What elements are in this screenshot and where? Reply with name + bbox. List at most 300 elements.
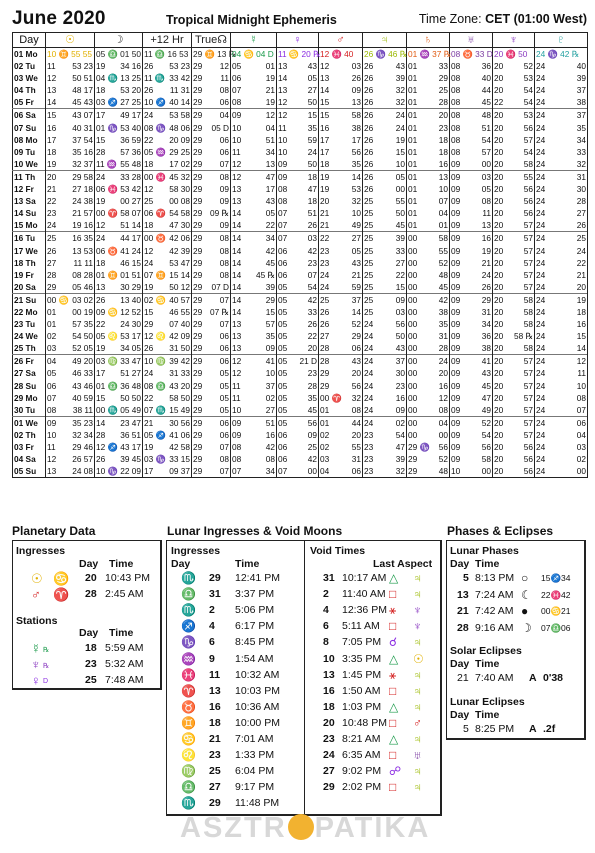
degree-value: 19 [144, 442, 154, 452]
minute-value: 34 [265, 466, 275, 477]
minute-value: 19 [481, 245, 491, 256]
minute-value: 43 [481, 368, 491, 379]
minute-value: 24 08 [72, 466, 93, 477]
degree-value: 29 [320, 368, 330, 379]
station-time: 7:48 AM [105, 674, 144, 686]
degree-value: 25 [364, 220, 374, 231]
minute-value: 31 33 [169, 368, 190, 379]
lunar-ingress-time: 10:36 AM [235, 700, 280, 713]
minute-value: 00 [307, 466, 317, 477]
minute-value: 51 [265, 417, 275, 428]
degree-value: 01 ♑ [96, 122, 118, 133]
ephem-cell [231, 429, 277, 441]
ephem-cell [363, 441, 407, 453]
minute-value: 29 [351, 331, 361, 342]
degree-value: 20 [494, 343, 504, 354]
ephem-cell [46, 281, 95, 294]
ephem-cell [535, 465, 588, 478]
minute-value: 53 20 [120, 85, 141, 96]
ephem-cell [231, 96, 277, 109]
minute-value: 30 [576, 184, 586, 195]
ephem-cell [46, 367, 95, 379]
minute-value: 03 [395, 306, 405, 317]
minute-value: 50 12 [169, 281, 190, 292]
table-row [13, 465, 588, 478]
minute-value: 57 [523, 404, 533, 415]
ephem-cell [535, 207, 588, 219]
minute-value: 07 [438, 196, 448, 207]
lunar-ingress-time: 3:37 PM [235, 588, 275, 601]
minute-value: 43 07 [72, 110, 93, 121]
degree-value: 07 ♊ [144, 269, 166, 280]
ephem-cell [535, 134, 588, 146]
minute-value: 09 37 [169, 466, 190, 477]
degree-value: 28 [320, 343, 330, 354]
minute-value: 16 [395, 392, 405, 403]
minute-value: 25 [576, 233, 586, 244]
ephem-cell [192, 60, 231, 72]
ephem-cell [143, 60, 192, 72]
degree-value: 09 [451, 257, 461, 268]
degree-value: 01 [320, 404, 330, 415]
ephem-cell [535, 195, 588, 207]
minute-value: 39 42 [169, 356, 190, 367]
ephem-cell [231, 195, 277, 207]
minute-value: 00 [438, 429, 448, 440]
ephem-cell [231, 183, 277, 195]
table-row [13, 48, 588, 61]
degree-value: 26 [96, 294, 106, 305]
phase-day: 13 [457, 588, 469, 601]
ephem-cell [363, 293, 407, 306]
table-row [13, 134, 588, 146]
ephem-cell [192, 109, 231, 122]
table-row [13, 404, 588, 417]
minute-value: 13 [351, 97, 361, 108]
lunar-ingress-day: 9 [209, 652, 215, 665]
ephem-cell [277, 96, 319, 109]
minute-value: 54 [523, 146, 533, 157]
minute-value: 58 50 [169, 392, 190, 403]
station-mark: ℞ [43, 647, 50, 654]
degree-value: 14 [232, 233, 242, 244]
ephem-cell [363, 245, 407, 257]
degree-value: 15 [96, 392, 106, 403]
degree-value: 15 [320, 97, 330, 108]
minute-value: 04 [265, 122, 275, 133]
degree-value: 09 [451, 233, 461, 244]
minute-value: 33 28 [120, 171, 141, 182]
ephem-cell [143, 72, 192, 84]
minute-value: 48 [438, 269, 448, 280]
ephem-cell [493, 465, 535, 478]
degree-value: 23 [364, 454, 374, 465]
minute-value: 44 [481, 85, 491, 96]
ephem-cell [319, 207, 363, 219]
lunar-ingress-day: 29 [209, 797, 221, 810]
day-cell: 13 Sa [13, 195, 46, 207]
minute-value: 08 [576, 392, 586, 403]
minute-value: 08 [219, 233, 229, 244]
ephem-cell [277, 416, 319, 429]
minute-value: 44 [351, 417, 361, 428]
minute-value: 43 20 [169, 380, 190, 391]
ephem-cell [363, 269, 407, 281]
void-day: 2 [323, 588, 329, 601]
ephem-cell [319, 392, 363, 404]
minute-value: 18 [438, 134, 448, 145]
degree-value: 09 [451, 454, 461, 465]
ephem-cell [231, 122, 277, 134]
degree-value: 20 [494, 257, 504, 268]
ephem-cell [192, 281, 231, 294]
aspect-glyph-icon: △ [389, 571, 399, 585]
degree-value: 25 [364, 294, 374, 305]
day-cell: 14 Su [13, 207, 46, 219]
minute-value: 52 [523, 61, 533, 72]
ephem-cell [535, 158, 588, 171]
aspect-glyph-icon: ☍ [389, 764, 402, 779]
minute-value: 50 [307, 158, 317, 169]
degree-value: 29 [193, 269, 203, 280]
day-cell: 05 Su [13, 465, 46, 478]
degree-value: 06 [232, 73, 242, 84]
degree-value: 20 [494, 110, 504, 121]
ephem-cell [535, 429, 588, 441]
degree-value: 18 [47, 146, 57, 157]
ephem-cell [192, 342, 231, 355]
minute-value: 26 [351, 73, 361, 84]
ephem-cell [277, 330, 319, 342]
degree-value: 18 [144, 158, 154, 169]
sign-glyph-icon: ♎ [181, 780, 196, 795]
table-row [13, 367, 588, 379]
minute-value: 24 [481, 269, 491, 280]
void-time: 2:02 PM [342, 781, 382, 794]
ephem-cell [363, 207, 407, 219]
minute-value: 28 [576, 196, 586, 207]
minute-value: 35 [438, 319, 448, 330]
minute-value: 56 [395, 319, 405, 330]
degree-value: 01 [408, 85, 418, 96]
lunar-ingress-time: 6:17 PM [235, 620, 275, 633]
minute-value: 20 [438, 368, 448, 379]
degree-value: 00 [408, 380, 418, 391]
ephem-cell [231, 342, 277, 355]
minute-value: 00 [395, 184, 405, 195]
degree-value: 01 [408, 184, 418, 195]
sign-glyph-icon: ♑ [181, 635, 196, 650]
minute-value: 40 [481, 73, 491, 84]
minute-value: 39 [395, 454, 405, 465]
ephem-cell [535, 245, 588, 257]
planetary-data-box [12, 540, 162, 690]
ephem-cell [407, 342, 450, 355]
ephem-cell [95, 404, 143, 417]
degree-value: 10 ♍ [144, 356, 166, 367]
ephem-cell [192, 269, 231, 281]
aspect-glyph-icon: □ [389, 715, 397, 730]
ephem-cell [46, 146, 95, 158]
ephem-cell [407, 404, 450, 417]
degree-value: 27 [47, 257, 57, 268]
minute-value: 29 46 [72, 442, 93, 452]
minute-value: 53 47 [169, 257, 190, 268]
ephem-cell [450, 404, 493, 417]
minute-value: 43 [351, 257, 361, 268]
degree-value: 24 [144, 257, 154, 268]
degree-value: 20 [494, 269, 504, 280]
sign-glyph-icon: ♈ [53, 587, 70, 602]
lunar-ingress-day: 31 [209, 588, 221, 601]
minute-value: 06 [219, 97, 229, 108]
minute-value: 18 [576, 306, 586, 317]
minute-value: 33 47 [120, 356, 141, 367]
minute-value: 12 [219, 61, 229, 72]
minute-value: 34 16 [120, 61, 141, 72]
minute-value: 09 [395, 404, 405, 415]
phase-position: 00♋21 [541, 606, 571, 616]
degree-value: 26 [364, 184, 374, 195]
lunar-box [166, 540, 442, 816]
ephem-cell [535, 219, 588, 232]
ephem-cell: 05 ♎ 01 50 [96, 49, 141, 59]
ephem-cell [231, 146, 277, 158]
degree-value: 15 [320, 110, 330, 121]
last-aspect-header: Last Aspect [373, 558, 433, 570]
minute-value: 27 [307, 85, 317, 96]
lunar-ingress-time: 12:41 PM [235, 572, 280, 584]
minute-value: 28 [438, 343, 448, 354]
ephem-cell [493, 330, 535, 342]
planet-glyph-icon: ♂ [31, 587, 41, 602]
degree-value: 05 [278, 281, 288, 292]
ephem-cell [231, 84, 277, 96]
degree-value: 29 [193, 331, 203, 342]
minute-value: 58 07 [120, 208, 141, 219]
degree-value: 26 [364, 134, 374, 145]
ephem-cell [407, 355, 450, 368]
day-cell: 27 Sa [13, 367, 46, 379]
ephem-cell [192, 441, 231, 453]
void-day: 8 [323, 636, 329, 649]
degree-value: 05 ♐ [144, 429, 166, 440]
degree-value: 05 [278, 392, 288, 403]
degree-value: 07 [232, 85, 242, 96]
degree-value: 23 [320, 245, 330, 256]
day-cell: 25 Th [13, 342, 46, 355]
ephem-cell [95, 96, 143, 109]
ephem-cell [407, 281, 450, 294]
degree-value: 24 [536, 442, 546, 452]
degree-value: 01 [408, 158, 418, 169]
degree-value: 00 [408, 281, 418, 292]
minute-value: 49 [351, 220, 361, 231]
minute-value: 25 [438, 85, 448, 96]
degree-value: 22 [144, 392, 154, 403]
degree-value: 20 [494, 356, 504, 367]
minute-value: 56 [523, 184, 533, 195]
ephem-cell [319, 429, 363, 441]
degree-value: 08 [451, 61, 461, 72]
minute-value: 45 43 [72, 97, 93, 108]
degree-value: 09 [232, 429, 242, 440]
void-day: 20 [323, 716, 335, 729]
ephem-cell [407, 429, 450, 441]
ephem-cell [46, 392, 95, 404]
degree-value: 25 [320, 294, 330, 305]
degree-value: 07 [278, 233, 288, 244]
table-row [13, 453, 588, 465]
minute-value: 35 [307, 392, 317, 403]
minute-value: 23 [438, 122, 448, 133]
minute-value: 26 [307, 220, 317, 231]
ephem-cell [192, 257, 231, 269]
degree-value: 06 [278, 454, 288, 465]
minute-value: 14 [351, 306, 361, 317]
col-header-12: ♇ [535, 33, 588, 48]
minute-value: 56 [523, 466, 533, 477]
minute-value: 57 [523, 245, 533, 256]
degree-value: 04 [320, 466, 330, 477]
ephem-cell [363, 257, 407, 269]
minute-value: 21 57 [72, 208, 93, 219]
minute-value: 25 [307, 442, 317, 452]
lunar-ingress-day: 16 [209, 700, 221, 713]
minute-value: 01 51 [120, 269, 141, 280]
degree-value: 00 [408, 429, 418, 440]
minute-value: 45 [481, 380, 491, 391]
degree-value: 24 [536, 454, 546, 465]
ephem-cell [46, 195, 95, 207]
degree-value: 19 [96, 196, 106, 207]
minute-value: 45 32 [169, 171, 190, 182]
table-row [13, 109, 588, 122]
lunar-eclipse-mag: .2f [543, 723, 556, 735]
minute-value: 13 [265, 158, 275, 169]
minute-value: 31 50 [169, 343, 190, 354]
ephem-cell: 12 ♓ 40 [319, 48, 363, 61]
ephem-cell: 26 ♑ 46 ℞ [364, 49, 408, 59]
degree-value: 09 [278, 171, 288, 182]
ephem-cell [450, 257, 493, 269]
ephem-cell [319, 109, 363, 122]
ephem-cell [192, 429, 231, 441]
ephem-cell [95, 342, 143, 355]
ephem-cell [46, 72, 95, 84]
minute-value: 46 33 [72, 368, 93, 379]
minute-value: 01 [438, 220, 448, 231]
minute-value: 41 [481, 356, 491, 367]
minute-value: 15 [395, 281, 405, 292]
degree-value: 26 [320, 306, 330, 317]
degree-value: 00 [408, 404, 418, 415]
ephem-cell [277, 465, 319, 478]
minute-value: 40 14 [169, 97, 190, 108]
minute-value: 35 [351, 158, 361, 169]
degree-value: 01 [408, 171, 418, 182]
ephem-cell [535, 355, 588, 368]
minute-value: 45 [307, 404, 317, 415]
ephem-cell [319, 84, 363, 96]
degree-value: 12 [232, 158, 242, 169]
ephem-cell [277, 367, 319, 379]
degree-value: 14 [278, 73, 288, 84]
ephem-cell [231, 158, 277, 171]
minute-value: 39 45 [120, 454, 141, 465]
ephem-cell [143, 465, 192, 478]
phases-day-header: Day [450, 558, 470, 570]
ephem-cell [319, 158, 363, 171]
ephem-cell [450, 72, 493, 84]
ephem-cell [493, 84, 535, 96]
degree-value: 10 [278, 146, 288, 157]
ephem-cell [143, 453, 192, 465]
lunar-ingress-time: 11:48 PM [235, 797, 280, 810]
ephem-cell [231, 318, 277, 330]
degree-value: 14 [232, 294, 242, 305]
lunar-ingress-time: 9:17 PM [235, 781, 275, 794]
degree-value: 16 [47, 122, 57, 133]
degree-value: 17 [96, 368, 106, 379]
ephem-cell [46, 134, 95, 146]
lunar-ingress-day: 11 [209, 668, 221, 681]
degree-value: 23 [364, 442, 374, 452]
ephem-cell [277, 84, 319, 96]
ephem-cell [143, 416, 192, 429]
minute-value: 15 [395, 146, 405, 157]
minute-value: 06 [219, 146, 229, 157]
ephem-cell [407, 122, 450, 134]
sign-glyph-icon: ♓ [181, 667, 196, 682]
planetary-time-header: Time [109, 558, 134, 570]
degree-value: 24 [364, 331, 374, 342]
ephem-cell [493, 453, 535, 465]
ephem-cell [407, 306, 450, 318]
solar-time-header: Time [475, 658, 500, 670]
minute-value: 03 02 [72, 294, 93, 305]
minute-value: 09 [219, 184, 229, 195]
degree-value: 02 [320, 429, 330, 440]
void-day: 16 [323, 684, 335, 697]
degree-value: 14 [232, 257, 242, 268]
lunar-ingress-day: 18 [209, 716, 221, 729]
ephem-cell [493, 318, 535, 330]
void-day: 13 [323, 668, 335, 681]
degree-value: 07 ♏ [144, 404, 166, 415]
minute-value: 42 09 [169, 331, 190, 342]
degree-value: 11 [47, 61, 56, 72]
minute-value: 31 [481, 306, 491, 317]
minute-value: 08 [481, 196, 491, 207]
degree-value: 24 [536, 356, 546, 367]
minute-value: 35 23 [72, 417, 93, 428]
day-cell: 19 Fr [13, 269, 46, 281]
ephem-cell [535, 257, 588, 269]
logo-circle-icon [288, 814, 314, 840]
degree-value: 08 ♎ [144, 380, 166, 391]
minute-value: 42 [307, 294, 317, 305]
degree-value: 01 [408, 122, 418, 133]
void-day: 6 [323, 620, 329, 633]
degree-value: 10 ♐ [144, 97, 166, 108]
degree-value: 24 [536, 184, 546, 195]
minute-value: 49 17 [120, 110, 141, 121]
aspect-glyph-icon: ⚹ [389, 603, 397, 618]
lunar-ingress-day: 6 [209, 636, 215, 649]
degree-value: 09 [451, 306, 461, 317]
minute-value: 10 [351, 208, 361, 219]
